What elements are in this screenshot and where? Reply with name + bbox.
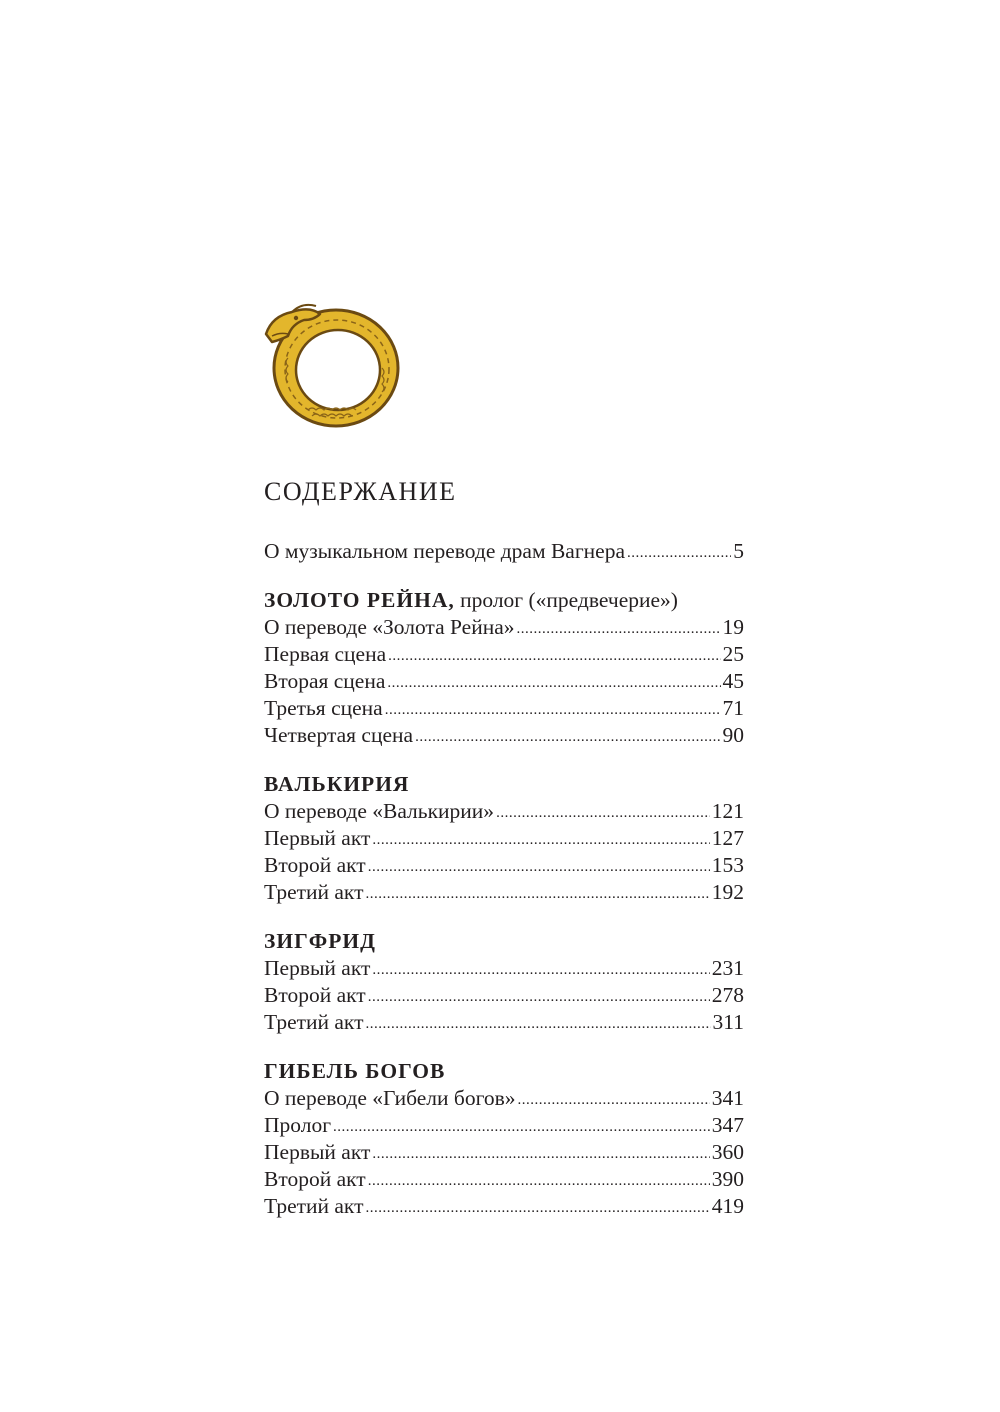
section-heading bbox=[264, 771, 744, 798]
toc-entry[interactable] bbox=[264, 879, 744, 906]
toc-entry-page: 25 bbox=[722, 642, 744, 666]
dot-leader bbox=[366, 878, 710, 908]
toc-entry[interactable] bbox=[264, 1085, 744, 1112]
section-title: ЗИГФРИД bbox=[264, 929, 376, 953]
toc-entry-label: Четвертая сцена bbox=[264, 723, 414, 747]
toc-entry-label: О переводе «Валькирии» bbox=[264, 799, 495, 823]
dot-leader bbox=[387, 667, 720, 697]
toc-entry-label: О музыкальном переводе драм Вагнера bbox=[264, 539, 625, 563]
toc-entry-intro[interactable] bbox=[264, 538, 744, 565]
dot-leader bbox=[333, 1111, 710, 1141]
toc-section-gotterdammerung bbox=[264, 1058, 744, 1220]
dot-leader bbox=[415, 721, 720, 751]
toc-entry[interactable] bbox=[264, 852, 744, 879]
toc-entry-page: 341 bbox=[711, 1086, 744, 1110]
toc-entry-label: Первый акт bbox=[264, 1140, 371, 1164]
toc-entry-label: Второй акт bbox=[264, 983, 366, 1007]
toc-section-rheingold bbox=[264, 587, 744, 749]
toc-entry-label: Второй акт bbox=[264, 853, 366, 877]
toc-entry[interactable] bbox=[264, 1166, 744, 1193]
toc-entry[interactable] bbox=[264, 614, 744, 641]
toc-title: СОДЕРЖАНИЕ bbox=[264, 477, 457, 506]
toc-entry-label: О переводе «Золота Рейна» bbox=[264, 615, 515, 639]
dot-leader bbox=[372, 824, 709, 854]
toc-entry-page: 231 bbox=[711, 956, 744, 980]
toc-section-siegfried bbox=[264, 928, 744, 1036]
toc-entry-page: 90 bbox=[722, 723, 744, 747]
toc-entry[interactable] bbox=[264, 722, 744, 749]
toc-entry-page: 311 bbox=[712, 1010, 744, 1034]
section-heading bbox=[264, 1058, 744, 1085]
section-title: ЗОЛОТО РЕЙНА, bbox=[264, 588, 455, 612]
dot-leader bbox=[372, 1138, 709, 1168]
toc-entry-label: Пролог bbox=[264, 1113, 332, 1137]
section-heading bbox=[264, 587, 744, 614]
toc-entry-page: 45 bbox=[722, 669, 744, 693]
table-of-contents bbox=[264, 474, 744, 1220]
dot-leader bbox=[496, 797, 710, 827]
toc-entry-page: 153 bbox=[711, 853, 744, 877]
dot-leader bbox=[366, 1008, 711, 1038]
toc-entry-label: Второй акт bbox=[264, 1167, 366, 1191]
toc-entry[interactable] bbox=[264, 798, 744, 825]
toc-entry-page: 71 bbox=[722, 696, 744, 720]
toc-entry-label: Третья сцена bbox=[264, 696, 383, 720]
dot-leader bbox=[388, 640, 720, 670]
toc-entry[interactable] bbox=[264, 955, 744, 982]
toc-entry-page: 127 bbox=[711, 826, 744, 850]
dot-leader bbox=[518, 1084, 710, 1114]
toc-entry-page: 278 bbox=[711, 983, 744, 1007]
toc-entry-page: 121 bbox=[711, 799, 744, 823]
toc-entry-page: 5 bbox=[733, 539, 744, 563]
toc-entry-label: Третий акт bbox=[264, 1194, 364, 1218]
toc-entry[interactable] bbox=[264, 641, 744, 668]
toc-entry-page: 347 bbox=[711, 1113, 744, 1137]
dot-leader bbox=[368, 981, 710, 1011]
dot-leader bbox=[627, 537, 731, 567]
toc-entry[interactable] bbox=[264, 668, 744, 695]
toc-entry[interactable] bbox=[264, 1139, 744, 1166]
section-title: ГИБЕЛЬ БОГОВ bbox=[264, 1059, 446, 1083]
toc-entry[interactable] bbox=[264, 1112, 744, 1139]
section-heading bbox=[264, 928, 744, 955]
dot-leader bbox=[368, 851, 710, 881]
section-subtitle: пролог («предвечерие») bbox=[454, 588, 678, 612]
toc-entry-page: 19 bbox=[722, 615, 744, 639]
section-title: ВАЛЬКИРИЯ bbox=[264, 772, 410, 796]
toc-entry-label: Третий акт bbox=[264, 1010, 364, 1034]
toc-entry-page: 390 bbox=[711, 1167, 744, 1191]
toc-entry[interactable] bbox=[264, 1009, 744, 1036]
toc-entry-page: 192 bbox=[711, 880, 744, 904]
toc-entry-label: Третий акт bbox=[264, 880, 364, 904]
toc-entry-label: Вторая сцена bbox=[264, 669, 386, 693]
ouroboros-ring-icon bbox=[258, 298, 408, 432]
toc-entry-label: О переводе «Гибели богов» bbox=[264, 1086, 516, 1110]
toc-entry-page: 360 bbox=[711, 1140, 744, 1164]
dot-leader bbox=[517, 613, 721, 643]
toc-entry[interactable] bbox=[264, 982, 744, 1009]
toc-entry-label: Первая сцена bbox=[264, 642, 387, 666]
dot-leader bbox=[385, 694, 721, 724]
toc-entry-label: Первый акт bbox=[264, 956, 371, 980]
toc-entry[interactable] bbox=[264, 825, 744, 852]
toc-entry[interactable] bbox=[264, 1193, 744, 1220]
toc-section-walkure bbox=[264, 771, 744, 906]
dot-leader bbox=[372, 954, 709, 984]
dot-leader bbox=[366, 1192, 710, 1222]
dot-leader bbox=[368, 1165, 710, 1195]
toc-entry[interactable] bbox=[264, 695, 744, 722]
toc-entry-label: Первый акт bbox=[264, 826, 371, 850]
toc-entry-page: 419 bbox=[711, 1194, 744, 1218]
